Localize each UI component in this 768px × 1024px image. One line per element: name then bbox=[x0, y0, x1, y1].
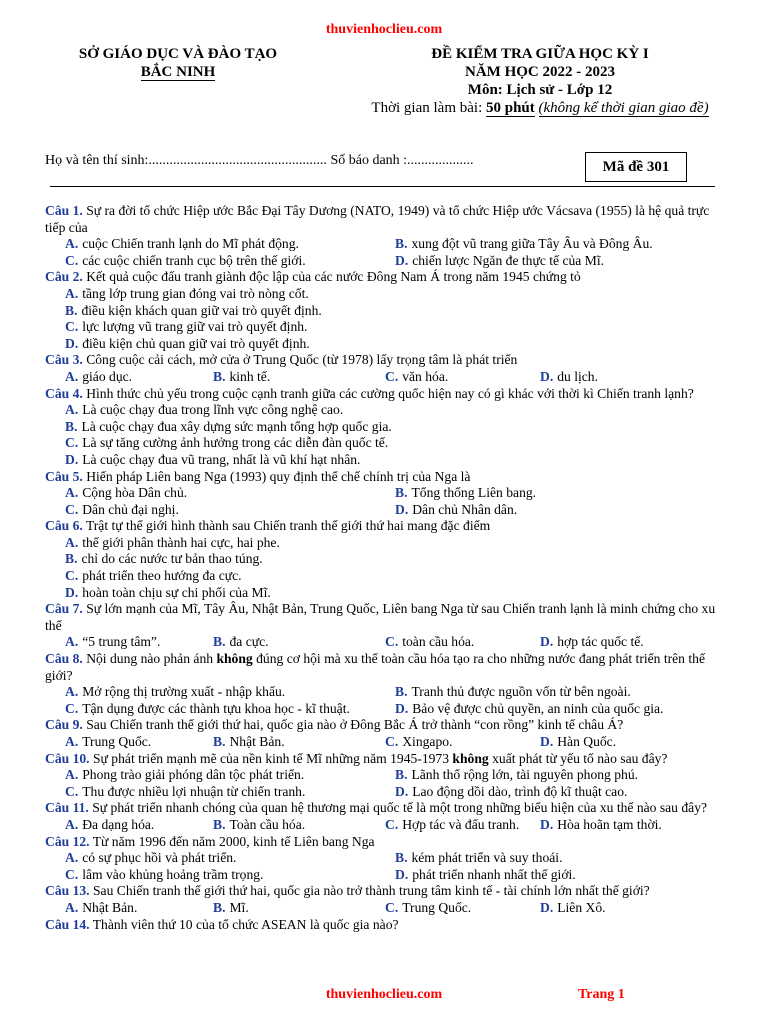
option-letter: A. bbox=[65, 485, 79, 501]
option-letter: A. bbox=[65, 285, 79, 301]
option-letter: B. bbox=[213, 634, 226, 650]
answer-options bbox=[45, 767, 725, 800]
option-letter: A. bbox=[65, 534, 79, 550]
time-note: (không kể thời gian giao đề) bbox=[538, 100, 709, 116]
answer-option bbox=[65, 551, 725, 568]
answer-option bbox=[65, 850, 395, 867]
option-text: Là cuộc chạy đua vũ trang, nhất là vũ khí hạt nhân. bbox=[82, 451, 361, 467]
option-text: Nhật Bản. bbox=[229, 734, 285, 749]
option-letter: D. bbox=[65, 584, 79, 600]
option-letter: B. bbox=[213, 816, 226, 832]
answer-option bbox=[395, 784, 725, 801]
option-text: Là sự tăng cường ảnh hưởng trong các diễn đàn quốc tế. bbox=[82, 435, 389, 451]
question-text: Trật tự thế giới hình thành sau Chiến tranh thế giới thứ hai mang đặc điểm bbox=[85, 518, 491, 534]
answer-option bbox=[213, 369, 385, 386]
province-name: BẮC NINH bbox=[140, 64, 216, 80]
answer-option bbox=[540, 369, 690, 386]
question-stem bbox=[45, 352, 725, 369]
question bbox=[45, 834, 725, 884]
question-stem bbox=[45, 518, 725, 535]
question-text: Kết quả cuộc đấu tranh giành độc lập của các nước Đông Nam Á trong năm 1945 chứng tỏ bbox=[86, 269, 581, 285]
answer-option bbox=[65, 900, 213, 917]
question-text-pre: Sự phát triển mạnh mẽ của nền kinh tế Mĩ những năm 1945-1973 bbox=[92, 750, 453, 766]
option-text: lâm vào khủng hoảng trầm trọng. bbox=[82, 866, 264, 882]
option-letter: A. bbox=[65, 402, 79, 418]
candidate-info bbox=[45, 153, 474, 169]
answer-option bbox=[395, 850, 725, 867]
question bbox=[45, 751, 725, 801]
question bbox=[45, 518, 725, 601]
answer-option bbox=[385, 817, 540, 834]
answer-option bbox=[385, 734, 540, 751]
question bbox=[45, 883, 725, 916]
option-letter: A. bbox=[65, 767, 79, 783]
option-letter: D. bbox=[65, 451, 79, 467]
answer-options bbox=[45, 369, 725, 386]
answer-option bbox=[213, 734, 385, 751]
answer-option bbox=[540, 900, 690, 917]
option-letter: A. bbox=[65, 684, 79, 700]
option-text: Đa dạng hóa. bbox=[82, 816, 155, 832]
answer-option bbox=[65, 303, 725, 320]
option-text: Mĩ. bbox=[229, 899, 249, 915]
option-letter: C. bbox=[65, 319, 79, 335]
candidate-name-label: Họ và tên thí sinh:................................................... bbox=[45, 153, 327, 168]
answer-options bbox=[45, 900, 725, 917]
question-stem bbox=[45, 717, 725, 734]
time-limit bbox=[330, 99, 750, 117]
option-text: kém phát triển và suy thoái. bbox=[411, 850, 563, 866]
option-letter: A. bbox=[65, 634, 79, 650]
option-text: Là cuộc chạy đua trong lĩnh vực công nghệ cao. bbox=[82, 402, 344, 418]
option-letter: D. bbox=[540, 816, 554, 832]
question-stem bbox=[45, 651, 725, 684]
option-text: Hàn Quốc. bbox=[557, 734, 617, 749]
time-prefix: Thời gian làm bài: bbox=[371, 100, 483, 116]
answer-option bbox=[65, 485, 395, 502]
option-letter: B. bbox=[65, 302, 78, 318]
option-letter: C. bbox=[65, 866, 79, 882]
option-letter: B. bbox=[213, 734, 226, 749]
option-letter: C. bbox=[385, 734, 399, 749]
answer-option bbox=[65, 452, 725, 469]
option-letter: A. bbox=[65, 734, 79, 749]
question-text: Sự ra đời tổ chức Hiệp ước Bắc Đại Tây Dương (NATO, 1949) và tổ chức Hiệp ước Vácsava (1955) là hệ quả trực tiếp của bbox=[45, 203, 710, 235]
option-text: phát triển theo hướng đa cực. bbox=[82, 568, 242, 584]
answer-option bbox=[385, 634, 540, 651]
option-letter: B. bbox=[395, 850, 408, 866]
school-year: NĂM HỌC 2022 - 2023 bbox=[465, 64, 615, 80]
answer-option bbox=[65, 585, 725, 602]
question-label: Câu 14. bbox=[45, 916, 90, 932]
option-text: Hòa hoãn tạm thời. bbox=[557, 816, 662, 832]
option-text: hoàn toàn chịu sự chi phối của Mĩ. bbox=[82, 584, 271, 600]
option-letter: B. bbox=[213, 899, 226, 915]
answer-options bbox=[45, 485, 725, 518]
question-list bbox=[45, 203, 725, 933]
option-text: đa cực. bbox=[229, 634, 269, 650]
option-text: điều kiện chủ quan giữ vai trò quyết định. bbox=[82, 335, 310, 351]
option-text: văn hóa. bbox=[402, 368, 449, 384]
option-letter: C. bbox=[65, 700, 79, 716]
option-letter: D. bbox=[395, 866, 409, 882]
option-text: Lãnh thổ rộng lớn, tài nguyên phong phú. bbox=[411, 767, 639, 783]
option-text: Dân chủ Nhân dân. bbox=[412, 501, 518, 517]
option-letter: B. bbox=[395, 236, 408, 252]
option-letter: D. bbox=[540, 899, 554, 915]
answer-options bbox=[45, 734, 725, 751]
option-letter: C. bbox=[385, 816, 399, 832]
question bbox=[45, 203, 725, 269]
option-letter: C. bbox=[65, 568, 79, 584]
answer-option bbox=[540, 734, 690, 751]
answer-option bbox=[385, 900, 540, 917]
question-stem bbox=[45, 800, 725, 817]
option-text: Tranh thủ được nguồn vốn từ bên ngoài. bbox=[411, 684, 631, 700]
question-label: Câu 3. bbox=[45, 352, 83, 368]
site-watermark-top: thuvienhoclieu.com bbox=[325, 22, 443, 37]
department-name: SỞ GIÁO DỤC VÀ ĐÀO TẠO bbox=[78, 46, 278, 62]
option-text: Toàn cầu hóa. bbox=[229, 816, 306, 832]
answer-option bbox=[65, 634, 213, 651]
option-text: Trung Quốc. bbox=[82, 734, 152, 749]
question bbox=[45, 717, 725, 750]
option-text: các cuộc chiến tranh cục bộ trên thế giới. bbox=[82, 252, 306, 268]
answer-option bbox=[65, 817, 213, 834]
option-text: Xingapo. bbox=[402, 734, 453, 749]
question-text: Sau Chiến tranh thế giới thứ hai, quốc gia nào ở Đông Bắc Á trở thành “con rồng” kinh tế châu Á? bbox=[86, 717, 624, 733]
question-label: Câu 12. bbox=[45, 833, 90, 849]
option-letter: A. bbox=[65, 850, 79, 866]
option-letter: A. bbox=[65, 368, 79, 384]
answer-option bbox=[395, 701, 725, 718]
answer-option bbox=[65, 336, 725, 353]
answer-option bbox=[65, 767, 395, 784]
option-text: kinh tế. bbox=[229, 368, 271, 384]
question-text-post: đúng cơ hội mà xu thế toàn cầu hóa tạo ra cho những nước đang phát triển trên thế giới? bbox=[45, 651, 705, 683]
option-text: chỉ do các nước tư bản thao túng. bbox=[81, 551, 263, 567]
question-label: Câu 5. bbox=[45, 468, 83, 484]
question-label: Câu 9. bbox=[45, 717, 83, 733]
question bbox=[45, 917, 725, 934]
option-letter: C. bbox=[65, 783, 79, 799]
option-letter: C. bbox=[65, 435, 79, 451]
option-text: lực lượng vũ trang giữ vai trò quyết định. bbox=[82, 319, 308, 335]
answer-option bbox=[65, 435, 725, 452]
option-text: xung đột vũ trang giữa Tây Âu và Đông Âu. bbox=[411, 236, 653, 252]
question-stem bbox=[45, 203, 725, 236]
answer-options bbox=[45, 634, 725, 651]
answer-options bbox=[45, 402, 725, 468]
answer-option bbox=[540, 634, 690, 651]
subject: Môn: Lịch sử - Lớp 12 bbox=[467, 82, 613, 98]
exam-header bbox=[330, 45, 750, 117]
answer-option bbox=[65, 734, 213, 751]
answer-options bbox=[45, 684, 725, 717]
answer-option bbox=[65, 701, 395, 718]
question-text: Thành viên thứ 10 của tổ chức ASEAN là quốc gia nào? bbox=[92, 916, 399, 932]
question-text-emphasis: không bbox=[452, 750, 489, 766]
department-header bbox=[58, 45, 298, 81]
option-letter: A. bbox=[65, 899, 79, 915]
question-stem bbox=[45, 601, 725, 634]
option-text: du lịch. bbox=[557, 368, 598, 384]
option-letter: B. bbox=[65, 418, 78, 434]
option-letter: B. bbox=[395, 485, 408, 501]
answer-option bbox=[395, 485, 725, 502]
option-text: Thu được nhiều lợi nhuận từ chiến tranh. bbox=[82, 783, 306, 799]
answer-options bbox=[45, 850, 725, 883]
answer-option bbox=[65, 286, 725, 303]
option-letter: C. bbox=[65, 252, 79, 268]
option-text: hợp tác quốc tế. bbox=[557, 634, 644, 650]
option-letter: C. bbox=[65, 501, 79, 517]
question-label: Câu 10. bbox=[45, 750, 90, 766]
exam-code-box: Mã đề 301 bbox=[585, 152, 687, 182]
option-letter: D. bbox=[395, 252, 409, 268]
answer-option bbox=[395, 867, 725, 884]
option-text: Bảo vệ được chủ quyền, an ninh của quốc gia. bbox=[412, 700, 664, 716]
option-text: tầng lớp trung gian đóng vai trò nòng cốt. bbox=[82, 285, 309, 301]
header-divider bbox=[50, 186, 715, 187]
question-label: Câu 11. bbox=[45, 800, 89, 816]
answer-options bbox=[45, 286, 725, 352]
answer-option bbox=[385, 369, 540, 386]
site-watermark-bottom: thuvienhoclieu.com bbox=[325, 987, 443, 1002]
answer-option bbox=[65, 535, 725, 552]
option-letter: C. bbox=[385, 899, 399, 915]
option-text: giáo dục. bbox=[82, 368, 133, 384]
answer-option bbox=[65, 419, 725, 436]
answer-option bbox=[65, 568, 725, 585]
option-letter: B. bbox=[395, 767, 408, 783]
time-value: 50 phút bbox=[486, 100, 535, 116]
option-text: Liên Xô. bbox=[557, 899, 606, 915]
question-text: Sau Chiến tranh thế giới thứ hai, quốc gia nào trở thành trung tâm kinh tế - tài chính lớn nhất thế giới? bbox=[92, 883, 650, 899]
exam-title: ĐỀ KIỂM TRA GIỮA HỌC KỲ I bbox=[431, 46, 649, 62]
question-stem bbox=[45, 834, 725, 851]
question bbox=[45, 651, 725, 717]
answer-option bbox=[65, 236, 395, 253]
answer-options bbox=[45, 817, 725, 834]
option-letter: D. bbox=[540, 368, 554, 384]
answer-option bbox=[395, 502, 725, 519]
option-letter: D. bbox=[540, 734, 554, 749]
option-text: Là cuộc chạy đua xây dựng sức mạnh tổng hợp quốc gia. bbox=[81, 418, 392, 434]
question-stem bbox=[45, 751, 725, 768]
option-letter: A. bbox=[65, 236, 79, 252]
question-text: Công cuộc cải cách, mở cửa ở Trung Quốc (từ 1978) lấy trọng tâm là phát triển bbox=[86, 352, 518, 368]
question bbox=[45, 269, 725, 352]
option-text: phát triển nhanh nhất thế giới. bbox=[412, 866, 576, 882]
question-stem bbox=[45, 269, 725, 286]
question-text-emphasis: không bbox=[216, 651, 253, 667]
option-text: Hợp tác và đấu tranh. bbox=[402, 816, 520, 832]
question-stem bbox=[45, 469, 725, 486]
option-text: Trung Quốc. bbox=[402, 899, 472, 915]
question bbox=[45, 469, 725, 519]
option-text: Nhật Bản. bbox=[82, 899, 138, 915]
option-letter: A. bbox=[65, 816, 79, 832]
option-letter: D. bbox=[395, 783, 409, 799]
answer-option bbox=[65, 253, 395, 270]
option-text: cuộc Chiến tranh lạnh do Mĩ phát động. bbox=[82, 236, 299, 252]
question-text: Sự phát triển nhanh chóng của quan hệ thương mại quốc tế là một trong những biểu hiện của xu thế nào sau đây? bbox=[92, 800, 708, 816]
answer-option bbox=[65, 684, 395, 701]
option-text: Dân chủ đại nghị. bbox=[82, 501, 179, 517]
answer-options bbox=[45, 236, 725, 269]
question-label: Câu 4. bbox=[45, 385, 83, 401]
question-label: Câu 6. bbox=[45, 518, 83, 534]
answer-option bbox=[65, 319, 725, 336]
answer-option bbox=[395, 684, 725, 701]
option-text: Tổng thống Liên bang. bbox=[411, 485, 537, 501]
question-stem bbox=[45, 883, 725, 900]
answer-option bbox=[65, 402, 725, 419]
question-text-pre: Nội dung nào phản ánh bbox=[86, 651, 217, 667]
question-label: Câu 2. bbox=[45, 269, 83, 285]
option-text: có sự phục hồi và phát triển. bbox=[82, 850, 237, 866]
question-stem bbox=[45, 917, 725, 934]
option-letter: D. bbox=[65, 335, 79, 351]
question bbox=[45, 352, 725, 385]
question-text: Từ năm 1996 đến năm 2000, kinh tế Liên bang Nga bbox=[92, 833, 375, 849]
question-text: Hiến pháp Liên bang Nga (1993) quy định thể chế chính trị của Nga là bbox=[86, 468, 471, 484]
option-text: Phong trào giải phóng dân tộc phát triển. bbox=[82, 767, 305, 783]
option-text: Lao động dồi dào, trình độ kĩ thuật cao. bbox=[412, 783, 628, 799]
option-letter: B. bbox=[213, 368, 226, 384]
question-label: Câu 8. bbox=[45, 651, 83, 667]
answer-options bbox=[45, 535, 725, 601]
answer-option bbox=[213, 900, 385, 917]
answer-option bbox=[213, 817, 385, 834]
option-letter: D. bbox=[395, 501, 409, 517]
option-letter: D. bbox=[540, 634, 554, 650]
question-text bbox=[93, 751, 667, 766]
answer-option bbox=[395, 236, 725, 253]
option-text: thế giới phân thành hai cực, hai phe. bbox=[82, 534, 280, 550]
answer-option bbox=[65, 784, 395, 801]
question bbox=[45, 386, 725, 469]
question-label: Câu 13. bbox=[45, 883, 90, 899]
question-label: Câu 7. bbox=[45, 601, 83, 617]
option-letter: B. bbox=[395, 684, 408, 700]
option-letter: D. bbox=[395, 700, 409, 716]
answer-option bbox=[395, 767, 725, 784]
question-text: Sự lớn mạnh của Mĩ, Tây Âu, Nhật Bản, Trung Quốc, Liên bang Nga từ sau Chiến tranh lạnh là minh chứng cho xu thế bbox=[45, 601, 716, 633]
option-text: toàn cầu hóa. bbox=[402, 634, 475, 650]
question-stem bbox=[45, 386, 725, 403]
option-text: “5 trung tâm”. bbox=[82, 634, 161, 650]
option-text: điều kiện khách quan giữ vai trò quyết định. bbox=[81, 302, 322, 318]
page-number: Trang 1 bbox=[578, 987, 625, 1002]
option-text: chiến lược Ngăn đe thực tế của Mĩ. bbox=[412, 252, 604, 268]
answer-option bbox=[213, 634, 385, 651]
option-letter: B. bbox=[65, 551, 78, 567]
answer-option bbox=[540, 817, 690, 834]
option-text: Tận dụng được các thành tựu khoa học - kĩ thuật. bbox=[82, 700, 350, 716]
question-text: Hình thức chủ yếu trong cuộc cạnh tranh giữa các cường quốc hiện nay có gì khác với thời kì Chiến tranh lạnh? bbox=[86, 385, 694, 401]
option-text: Mở rộng thị trường xuất - nhập khẩu. bbox=[82, 684, 286, 700]
answer-option bbox=[65, 369, 213, 386]
candidate-id-label: Số báo danh :................... bbox=[330, 153, 474, 168]
option-text: Cộng hòa Dân chủ. bbox=[82, 485, 188, 501]
option-letter: C. bbox=[385, 634, 399, 650]
question-text-post: xuất phát từ yếu tố nào sau đây? bbox=[488, 750, 668, 766]
answer-option bbox=[65, 502, 395, 519]
question bbox=[45, 601, 725, 651]
question-label: Câu 1. bbox=[45, 203, 83, 218]
answer-option bbox=[65, 867, 395, 884]
question bbox=[45, 800, 725, 833]
option-letter: C. bbox=[385, 368, 399, 384]
question-text bbox=[45, 651, 705, 683]
answer-option bbox=[395, 253, 725, 270]
